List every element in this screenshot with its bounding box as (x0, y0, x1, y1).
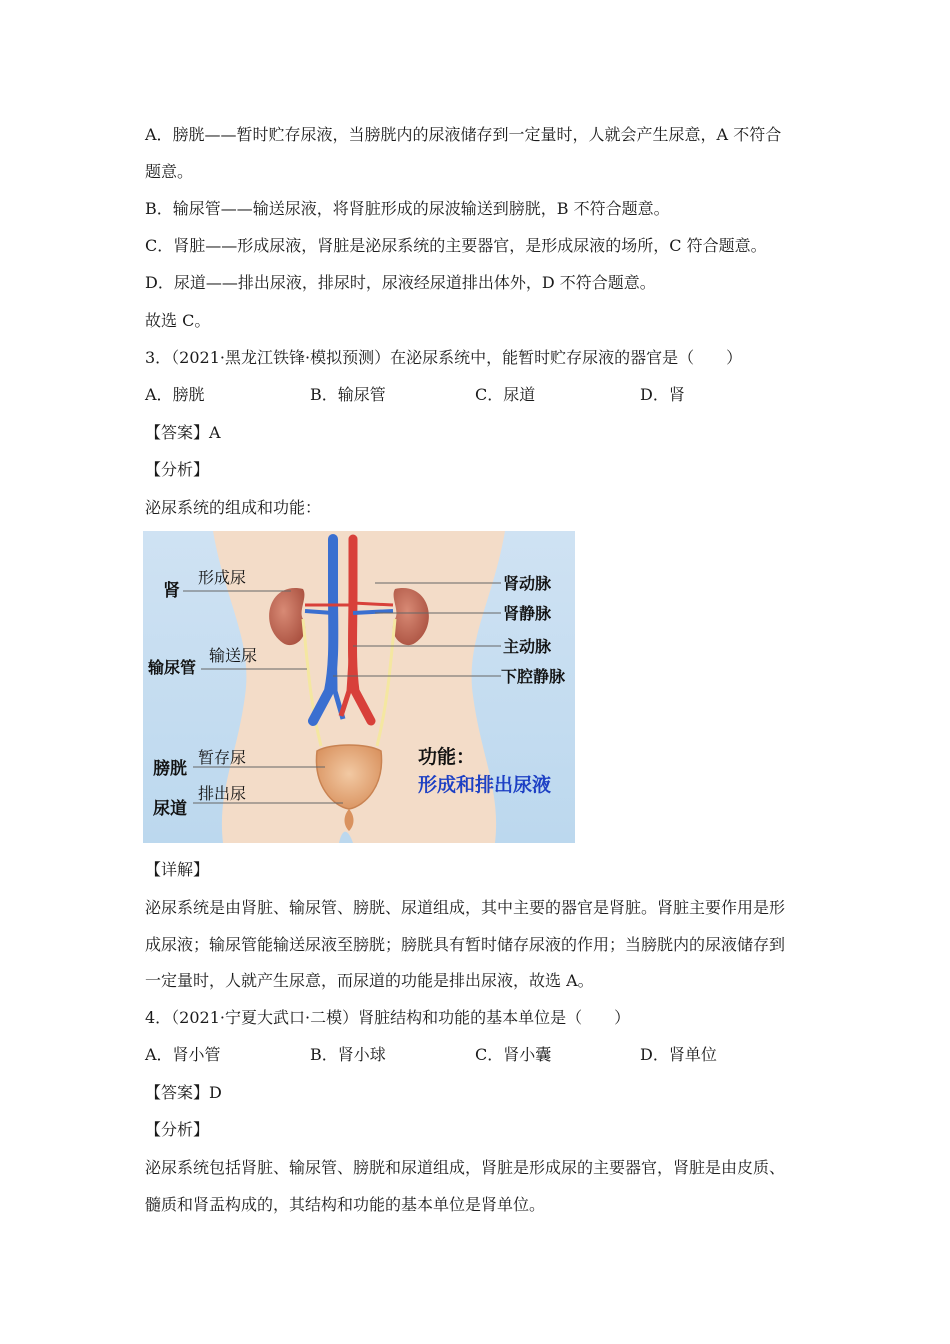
question-3-option-d: D．肾 (640, 385, 685, 404)
question-4-analysis-heading: 【分析】 (145, 1120, 210, 1139)
right-renal-artery (353, 603, 393, 605)
question-3-option-c: C．尿道 (475, 385, 536, 404)
option-a-explanation-line1: A．膀胱——暂时贮存尿液，当膀胱内的尿液储存到一定量时，人就会产生尿意，A 不符合 (145, 125, 782, 144)
label-ureter: 输尿管 (148, 658, 197, 677)
question-3-detail-heading: 【详解】 (145, 860, 210, 879)
label-urethra-function: 排出尿 (198, 784, 247, 803)
label-aorta: 主动脉 (503, 637, 552, 656)
question-3-analysis-heading: 【分析】 (145, 460, 210, 479)
question-3-detail-line3: 一定量时，人就产生尿意，而尿道的功能是排出尿液，故选 A。 (145, 971, 594, 990)
conclusion-2: 故选 C。 (145, 311, 211, 330)
option-c-explanation: C．肾脏——形成尿液，肾脏是泌尿系统的主要器官，是形成尿液的场所，C 符合题意。 (145, 236, 767, 255)
question-3-stem: 3．（2021·黑龙江铁锋·模拟预测）在泌尿系统中，能暂时贮存尿液的器官是（ ） (145, 348, 743, 367)
question-4-analysis-line1: 泌尿系统包括肾脏、输尿管、膀胱和尿道组成，肾脏是形成尿的主要器官，肾脏是由皮质、 (145, 1158, 786, 1177)
question-4-stem: 4．（2021·宁夏大武口·二模）肾脏结构和功能的基本单位是（ ） (145, 1008, 631, 1027)
label-bladder-function: 暂存尿 (198, 748, 247, 767)
question-4-option-c: C．肾小囊 (475, 1045, 552, 1064)
option-b-explanation: B．输尿管——输送尿液，将肾脏形成的尿波输送到膀胱，B 不符合题意。 (145, 199, 670, 218)
question-4-option-b: B．肾小球 (310, 1045, 386, 1064)
label-renal-artery: 肾动脉 (503, 574, 552, 593)
label-kidney-function: 形成尿 (198, 568, 247, 587)
question-3-option-a: A．膀胱 (145, 385, 205, 404)
question-4-option-d: D．肾单位 (640, 1045, 717, 1064)
label-urethra: 尿道 (153, 799, 187, 819)
function-title: 功能： (418, 746, 476, 768)
option-a-explanation-line2: 题意。 (145, 162, 194, 181)
function-text: 形成和排出尿液 (418, 774, 552, 796)
question-3-answer: 【答案】A (145, 423, 221, 442)
label-inferior-vena-cava: 下腔静脉 (501, 667, 566, 686)
question-3-detail-line1: 泌尿系统是由肾脏、输尿管、膀胱、尿道组成，其中主要的器官是肾脏。肾脏主要作用是形 (145, 898, 786, 917)
urinary-system-figure (143, 531, 575, 843)
label-renal-vein: 肾静脉 (503, 604, 552, 623)
question-3-detail-line2: 成尿液；输尿管能输送尿液至膀胱；膀胱具有暂时储存尿液的作用；当膀胱内的尿液储存到 (145, 935, 786, 954)
question-4-option-a: A．肾小管 (145, 1045, 221, 1064)
option-d-explanation: D．尿道——排出尿液，排尿时，尿液经尿道排出体外，D 不符合题意。 (145, 273, 656, 292)
question-4-analysis-line2: 髓质和肾盂构成的，其结构和功能的基本单位是肾单位。 (145, 1195, 546, 1214)
label-ureter-function: 输送尿 (209, 646, 258, 665)
question-4-answer: 【答案】D (145, 1083, 222, 1102)
left-renal-vein (305, 611, 333, 613)
label-bladder: 膀胱 (153, 759, 187, 779)
question-3-analysis-text: 泌尿系统的组成和功能： (145, 498, 322, 517)
label-kidney: 肾 (163, 581, 180, 601)
question-3-option-b: B．输尿管 (310, 385, 386, 404)
